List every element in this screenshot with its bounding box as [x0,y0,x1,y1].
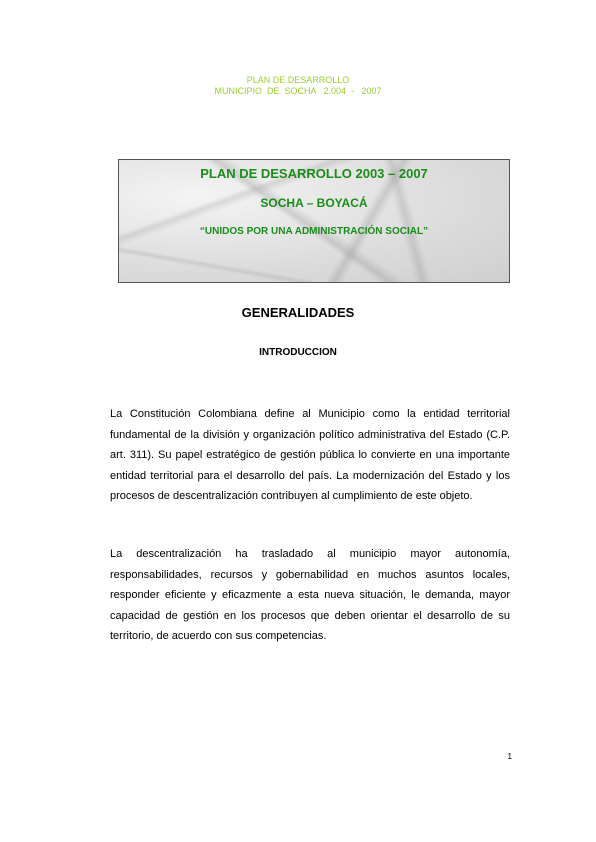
header-line-municipio: MUNICIPIO DE SOCHA 2.004 - 2007 [214,86,382,96]
page-number: 1 [507,752,512,761]
section-title: GENERALIDADES [241,305,355,320]
location-title: SOCHA – BOYACÁ [260,196,368,210]
running-header [0,75,596,97]
intro-paragraph-1: La Constitución Colombiana define al Municipio como la entidad territorial fundamental de la división y organización político administrativa del Estado (C.P. art. 311). Su papel estratégico de gestión pública lo convierte en una importante entidad territorial para el desarrollo del país. La modernización del Estado y los procesos de descentralización contribuyen al cumplimiento de este objeto. [110,408,510,502]
title-box [118,159,510,283]
slogan: “UNIDOS POR UNA ADMINISTRACIÓN SOCIAL” [199,226,429,237]
plan-title: PLAN DE DESARROLLO 2003 – 2007 [200,166,428,181]
intro-paragraph-2: La descentralización ha trasladado al municipio mayor autonomía, responsabilidades, recursos y gobernabilidad en muchos asuntos locales, responder eficiente y eficazmente a esta nueva situación, le demanda, mayor capacidad de gestión en los procesos que deben orientar el desarrollo de su territorio, de acuerdo con sus competencias. [110,548,510,642]
header-line-plan: PLAN DE DESARROLLO [246,75,350,85]
subsection-title: INTRODUCCION [259,347,337,358]
